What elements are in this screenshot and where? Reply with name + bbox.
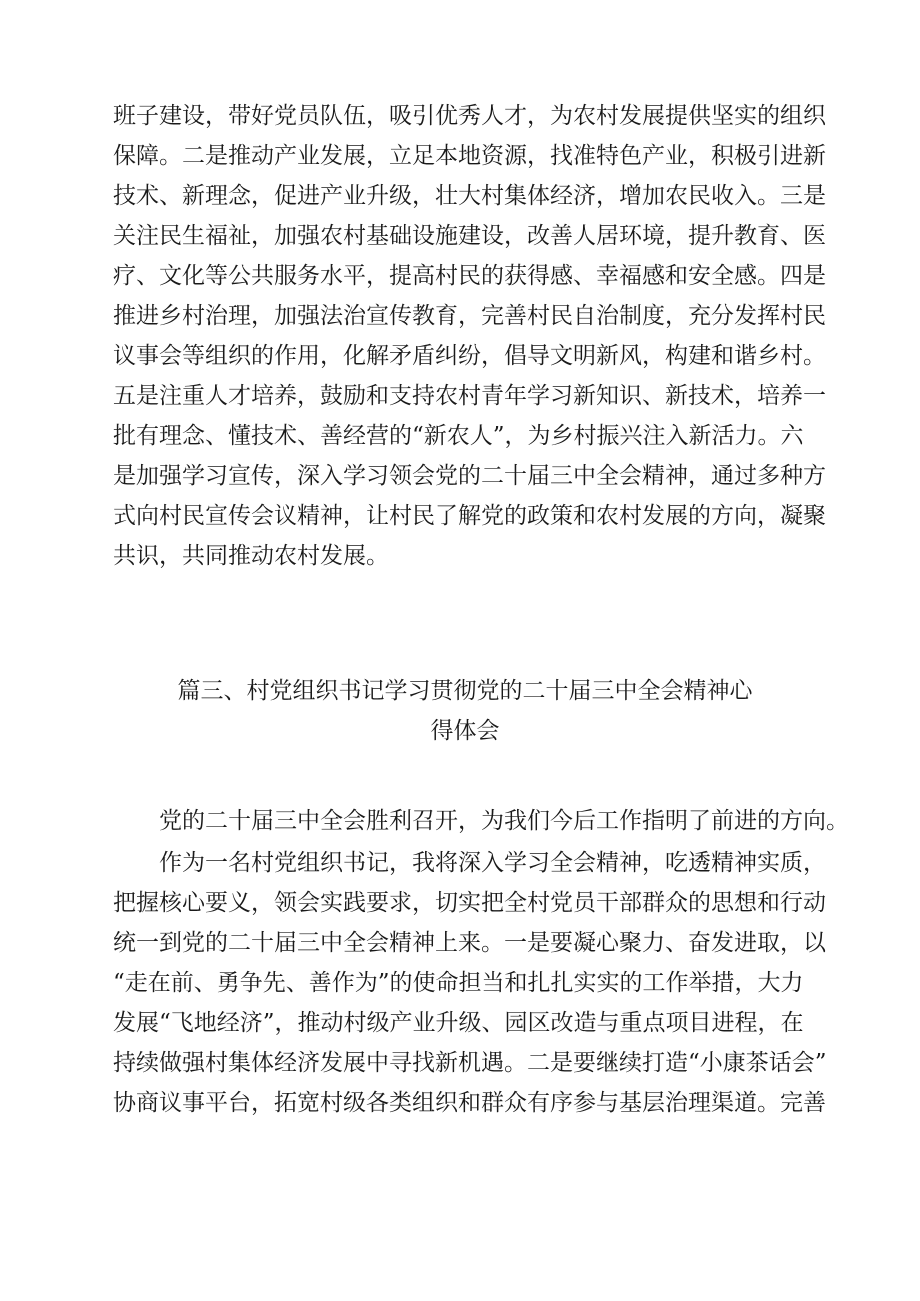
body-paragraph-2 xyxy=(113,801,849,841)
text-line: 共识，共同推动农村发展。 xyxy=(113,543,389,569)
text-line: 持续做强村集体经济发展中寻找新机遇。二是要继续打造“小康茶话会” xyxy=(113,1050,827,1076)
text-line: 疗、文化等公共服务水平，提高村民的获得感、幸福感和安全感。四是 xyxy=(113,263,826,289)
body-paragraph-3 xyxy=(113,843,833,1123)
text-line: “走在前、勇争先、善作为”的使命担当和扎扎实实的工作举措，大力 xyxy=(113,970,804,996)
text-line: 批有理念、懂技术、善经营的“新农人”，为乡村振兴注入新活力。六 xyxy=(113,423,804,449)
text-line: 统一到党的二十届三中全会精神上来。一是要凝心聚力、奋发进取，以 xyxy=(113,930,826,956)
text-line: 把握核心要义，领会实践要求，切实把全村党员干部群众的思想和行动 xyxy=(113,890,826,916)
text-line: 党的二十届三中全会胜利召开，为我们今后工作指明了前进的方向。 xyxy=(113,808,849,834)
text-line: 关注民生福祉，加强农村基础设施建设，改善人居环境，提升教育、医 xyxy=(113,223,826,249)
text-line: 协商议事平台，拓宽村级各类组织和群众有序参与基层治理渠道。完善 xyxy=(113,1090,826,1116)
text-line: 技术、新理念，促进产业升级，壮大村集体经济，增加农民收入。三是 xyxy=(113,183,826,209)
text-line: 发展“飞地经济”，推动村级产业升级、园区改造与重点项目进程，在 xyxy=(113,1010,804,1036)
section-heading xyxy=(100,671,830,751)
text-line: 议事会等组织的作用，化解矛盾纠纷，倡导文明新风，构建和谐乡村。 xyxy=(113,343,826,369)
text-line: 保障。二是推动产业发展，立足本地资源，找准特色产业，积极引进新 xyxy=(113,143,826,169)
text-line: 式向村民宣传会议精神，让村民了解党的政策和农村发展的方向，凝聚 xyxy=(113,503,826,529)
heading-line: 得体会 xyxy=(430,718,500,744)
text-line: 班子建设，带好党员队伍，吸引优秀人才，为农村发展提供坚实的组织 xyxy=(113,103,826,129)
text-line: 五是注重人才培养，鼓励和支持农村青年学习新知识、新技术，培养一 xyxy=(113,383,826,409)
text-line: 是加强学习宣传，深入学习领会党的二十届三中全会精神，通过多种方 xyxy=(113,463,826,489)
text-line: 推进乡村治理，加强法治宣传教育，完善村民自治制度，充分发挥村民 xyxy=(113,303,826,329)
body-paragraph-1 xyxy=(113,96,833,576)
text-line: 作为一名村党组织书记，我将深入学习全会精神，吃透精神实质， xyxy=(113,850,826,876)
heading-line: 篇三、村党组织书记学习贯彻党的二十届三中全会精神心 xyxy=(177,678,753,704)
